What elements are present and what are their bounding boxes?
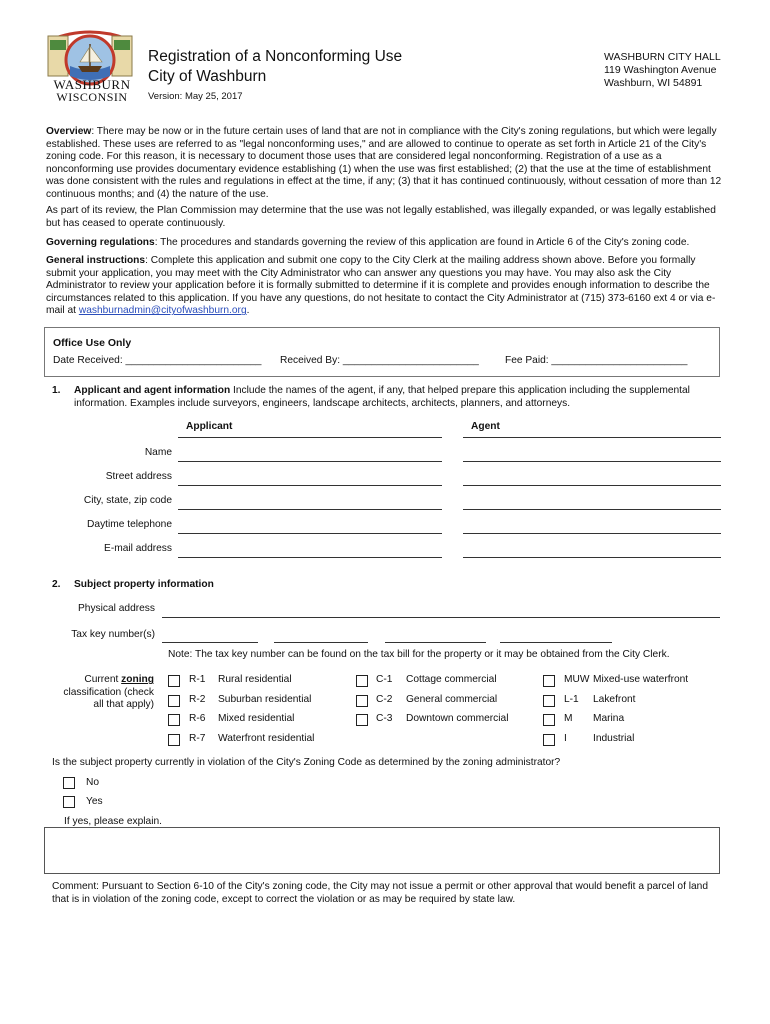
admin-email-link[interactable]: washburnadmin@cityofwashburn.org [78, 305, 247, 317]
zoning-code-r7: R-7 [189, 733, 206, 744]
zoning-checkbox-m[interactable] [543, 714, 555, 726]
overview-paragraph [46, 126, 728, 202]
zoning-desc-r1: Rural residential [218, 674, 292, 685]
zoning-desc-r2: Suburban residential [218, 694, 312, 705]
instructions-label: General instructions [46, 255, 146, 266]
zoning-code-muw: MUW [564, 674, 590, 685]
zoning-checkbox-l1[interactable] [543, 695, 555, 707]
applicant-email-field[interactable] [178, 557, 442, 558]
physical-address-field[interactable] [162, 617, 720, 618]
zoning-classification-label: Current zoning classification (check all that apply) [63, 674, 154, 711]
fee-paid-field: Fee Paid: ________________________ [505, 355, 688, 366]
form-title: Registration of a Nonconforming Use [148, 48, 403, 65]
violation-explanation-textarea[interactable] [44, 827, 720, 874]
zoning-code-c2: C-2 [376, 694, 393, 705]
city-hall-address [604, 51, 721, 90]
address-line-1: WASHBURN CITY HALL [604, 51, 721, 63]
applicant-phone-field[interactable] [178, 533, 442, 534]
overview-text: : There may be now or in the future certain uses of land that are not in compliance with the City's zoning regulations, but which were legally established. These uses are referred to as "legal nonconforming uses," and are allowed to continue to operate as set forth in Article 21 of the City's zoning code. For this reason, it is necessary to document those uses that are considered legal nonconforming. Registration of a use as a nonconforming use provides documentary evidence establishing (1) when the use was first established; (2) that the use at the time of establishment was done consistent with the rules and regulations in effect at the time, if any; (3) that it has continued continuously, without cessation of more than 12 continuous months; and (4) the nature of the use. [46, 126, 722, 200]
form-subtitle: City of Washburn [148, 68, 267, 85]
agent-street-field[interactable] [463, 485, 721, 486]
section-2-number: 2. [52, 579, 61, 590]
zoning-desc-c2: General commercial [406, 694, 498, 705]
zoning-checkbox-r2[interactable] [168, 695, 180, 707]
zoning-desc-m: Marina [593, 713, 625, 724]
applicant-name-field[interactable] [178, 461, 442, 462]
tax-key-note: Note: The tax key number can be found on the tax bill for the property or it may be obtained from the City Clerk. [168, 649, 670, 660]
physical-address-label: Physical address [77, 603, 155, 614]
zoning-desc-c1: Cottage commercial [406, 674, 497, 685]
logo-right-tree [114, 40, 130, 50]
zoning-desc-l1: Lakefront [593, 694, 636, 705]
governing-paragraph [46, 237, 728, 250]
governing-text: : The procedures and standards governing the review of this application are found in Article 6 of the City's zoning code. [154, 237, 690, 248]
comment-paragraph: Comment: Pursuant to Section 6-10 of the City's zoning code, the City may not issue a permit or other approval that would benefit a parcel of land that is in violation of the zoning code, except to correct the violation or as may be required by state law. [52, 881, 708, 905]
zoning-checkbox-r1[interactable] [168, 675, 180, 687]
zoning-checkbox-c1[interactable] [356, 675, 368, 687]
review-paragraph: As part of its review, the Plan Commission may determine that the use was not legally established, was illegally expanded, or was legally established but has ceased to operate continuously. [46, 205, 716, 229]
zoning-code-i: I [564, 733, 567, 744]
zoning-code-c1: C-1 [376, 674, 393, 685]
applicant-street-field[interactable] [178, 485, 442, 486]
version-date: Version: May 25, 2017 [148, 91, 243, 102]
instructions-paragraph: General instructions: Complete this application and submit one copy to the City Clerk at the mailing address shown above. Before you formally submit your application, you may meet with the City Administrator who can answer any questions you may have. You may also ask the City Administrator to review your application before it is formally submitted to determine if it is complete and provides enough information to describe the circumstances related to this application. If you have any questions, do not hesitate to contact the City Administrator at (715) 373-6160 ext 4 or via e-mail at washburnadmin@cityofwashburn.org. [46, 255, 716, 317]
governing-label: Governing regulations [46, 237, 155, 248]
logo-word-wisconsin: WISCONSIN [56, 90, 128, 104]
violation-no-checkbox[interactable] [63, 777, 75, 789]
agent-email-field[interactable] [463, 557, 721, 558]
violation-question: Is the subject property currently in violation of the City's Zoning Code as determined by the zoning administrator? [52, 757, 561, 768]
zoning-desc-c3: Downtown commercial [406, 713, 509, 724]
instructions-text: : Complete this application and submit one copy to the City Clerk at the mailing address shown above. Before you formally submit your application, you may meet with the City Administrator who can answer any questions you may have. You may also ask the City Administrator to review your application before it is formally submitted to determine if it is complete and provides enough information to describe the circumstances related to this application. If you have any questions, do not hesitate to contact the City Administrator at (715) 373-6160 ext 4 or via e-mail at [46, 255, 716, 317]
agent-column-header: Agent [471, 421, 500, 432]
zoning-desc-i: Industrial [593, 733, 635, 744]
violation-yes-label: Yes [86, 796, 103, 807]
received-by-field: Received By: ________________________ [280, 355, 479, 366]
address-line-2: 119 Washington Avenue [604, 64, 717, 77]
zoning-checkbox-r7[interactable] [168, 734, 180, 746]
office-use-title: Office Use Only [53, 337, 132, 349]
address-line-3: Washburn, WI 54891 [604, 77, 703, 90]
section-1-intro [74, 385, 724, 410]
zoning-code-r6: R-6 [189, 713, 206, 724]
zoning-checkbox-r6[interactable] [168, 714, 180, 726]
tax-key-field-4[interactable] [500, 642, 612, 643]
daytime-telephone-label: Daytime telephone [87, 519, 172, 530]
zoning-desc-r6: Mixed residential [218, 713, 295, 724]
zoning-code-l1: L-1 [564, 694, 579, 705]
tax-key-field-2[interactable] [274, 642, 368, 643]
logo-word-washburn: WASHBURN [53, 77, 131, 92]
tax-key-field-1[interactable] [162, 642, 258, 643]
zoning-checkbox-i[interactable] [543, 734, 555, 746]
applicant-column-header: Applicant [186, 421, 233, 432]
zoning-checkbox-muw[interactable] [543, 675, 555, 687]
zoning-desc-muw: Mixed-use waterfront [593, 674, 689, 685]
zoning-desc-r7: Waterfront residential [218, 733, 315, 744]
logo-ship-hull [78, 66, 102, 72]
explain-label: If yes, please explain. [64, 816, 162, 827]
agent-city-field[interactable] [463, 509, 721, 510]
violation-no-label: No [86, 777, 100, 788]
violation-yes-checkbox[interactable] [63, 796, 75, 808]
zoning-code-r1: R-1 [189, 674, 206, 685]
overview-label: Overview [46, 126, 92, 137]
zoning-code-m: M [564, 713, 573, 724]
email-address-label: E-mail address [104, 543, 172, 554]
date-received-field: Date Received: ________________________ [53, 355, 262, 366]
agent-name-field[interactable] [463, 461, 721, 462]
zoning-checkbox-c3[interactable] [356, 714, 368, 726]
tax-key-label: Tax key number(s) [71, 629, 155, 640]
section-1-text: Include the names of the agent, if any, that helped prepare this application including the supplemental information. Examples include surveyors, engineers, landscape architects, architects, planners, and attorneys. [74, 385, 690, 409]
street-address-label: Street address [105, 471, 172, 482]
office-use-box [44, 327, 720, 377]
city-state-zip-label: City, state, zip code [83, 495, 172, 506]
logo-left-tree [50, 40, 66, 50]
agent-phone-field[interactable] [463, 533, 721, 534]
zoning-code-r2: R-2 [189, 694, 206, 705]
section-2-title: Subject property information [74, 579, 214, 590]
zoning-code-c3: C-3 [376, 713, 393, 724]
applicant-city-field[interactable] [178, 509, 442, 510]
section-1-number: 1. [52, 385, 61, 396]
zoning-checkbox-c2[interactable] [356, 695, 368, 707]
tax-key-field-3[interactable] [385, 642, 486, 643]
section-1-title: Applicant and agent information [74, 385, 231, 396]
applicant-name-label: Name [144, 447, 172, 458]
